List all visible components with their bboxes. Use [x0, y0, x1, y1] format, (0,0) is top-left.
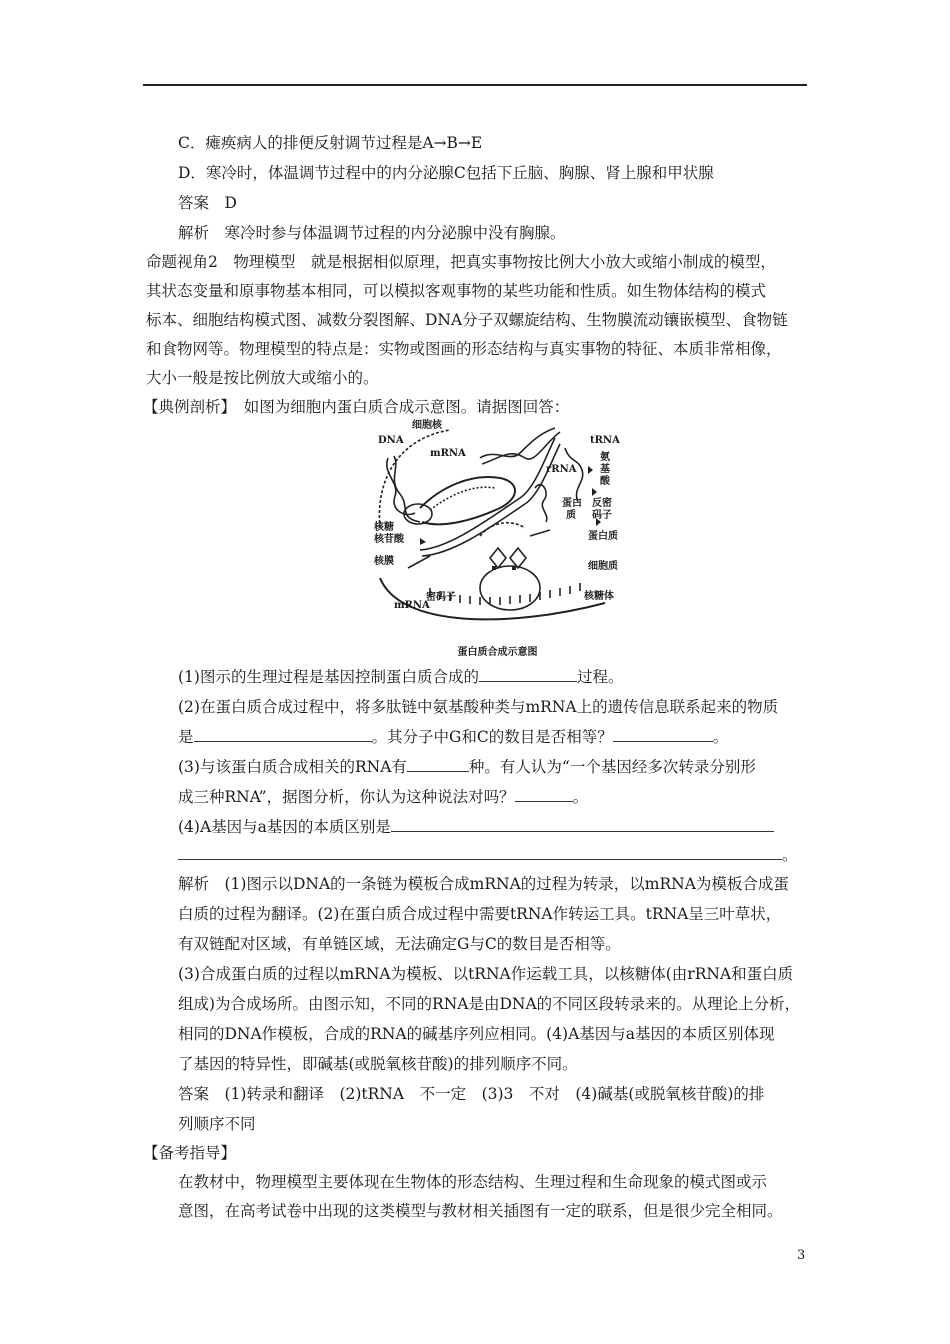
analysis-line: 解析 (1)图示以DNA的一条链为模板合成mRNA的过程为转录，以mRNA为模板合成蛋 [178, 875, 789, 893]
answer-1: 答案 D [178, 194, 237, 212]
analysis-line: 相同的DNA作模板，合成的RNA的碱基序列应相同。(4)A基因与a基因的本质区别体现 [178, 1025, 775, 1043]
figure-caption: 蛋白质合成示意图 [457, 647, 538, 658]
header-rule [143, 84, 807, 86]
label-amino-1: 氨 [600, 452, 610, 463]
analysis-line: 有双链配对区域，有单链区域，无法确定G与C的数目是否相等。 [178, 935, 621, 953]
label-nucleus: 细胞核 [412, 420, 442, 431]
label-protein-2: 质 [566, 510, 576, 521]
blank-2a [194, 727, 372, 742]
label-anticodon-1: 反密 [592, 498, 612, 509]
label-nucleotide: 核苷酸 [374, 534, 404, 545]
analysis-line: 白质的过程为翻译。(2)在蛋白质合成过程中需要tRNA作转运工具。tRNA呈三叶草状， [178, 905, 782, 923]
label-protein-1: 蛋白 [562, 498, 582, 509]
blank-2b [613, 727, 713, 742]
analysis-line: (3)合成蛋白质的过程以mRNA为模板、以tRNA作运载工具，以核糖体(由rRNA和蛋白质 [178, 965, 794, 983]
blank-4a [391, 817, 774, 832]
question-4: (4)A基因与a基因的本质区别是 [178, 817, 774, 837]
label-dna: DNA [378, 435, 404, 446]
blank-1 [479, 667, 577, 682]
question-4-cont: 。 [178, 845, 798, 865]
label-ribose: 核糖 [374, 522, 394, 533]
analysis-line: 组成)为合成场所。由图示知，不同的RNA是由DNA的不同区段转录来的。从理论上分析， [178, 995, 801, 1013]
label-amino-2: 基 [600, 464, 610, 475]
label-cytoplasm: 细胞质 [588, 561, 618, 572]
answer-2-cont: 列顺序不同 [178, 1115, 256, 1133]
label-nuclear-membrane: 核膜 [374, 556, 394, 567]
example-heading: 【典例剖析】 如图为细胞内蛋白质合成示意图。请据图回答： [143, 398, 570, 416]
label-protein: 蛋白质 [588, 531, 618, 542]
label-amino-3: 酸 [600, 476, 610, 487]
question-2: (2)在蛋白质合成过程中，将多肽链中氨基酸种类与mRNA上的遗传信息联系起来的物质 [178, 698, 779, 716]
blank-4b [178, 845, 782, 860]
label-anticodon-2: 码子 [592, 510, 612, 521]
label-mrna-nucleus: mRNA [430, 448, 466, 459]
label-rrna: rRNA [546, 464, 577, 475]
question-2-cont: 是 。其分子中G和C的数目是否相等？ 。 [178, 728, 729, 746]
section-heading-2: 命题视角2 物理模型 就是根据相似原理，把真实事物按比例大小放大或缩小制成的模型， [146, 253, 776, 271]
label-ribosome: 核糖体 [584, 591, 614, 602]
label-codon: 密码子 [426, 592, 456, 603]
guidance-text: 在教材中，物理模型主要体现在生物体的形态结构、生理过程和生命现象的模式图或示 [178, 1173, 768, 1191]
label-mrna-cytoplasm: mRNA [394, 600, 430, 611]
blank-3b [515, 787, 573, 802]
paragraph-line: 和食物网等。物理模型的特点是：实物或图画的形态结构与真实事物的特征、本质非常相像， [146, 340, 782, 358]
answer-2: 答案 (1)转录和翻译 (2)tRNA 不一定 (3)3 不对 (4)碱基(或脱氧核苷酸)的排 [178, 1085, 765, 1103]
paragraph-line: 标本、细胞结构模式图、减数分裂图解、DNA分子双螺旋结构、生物膜流动镶嵌模型、食物链 [146, 311, 788, 329]
paragraph-line: 大小一般是按比例放大或缩小的。 [146, 369, 379, 387]
question-3-cont: 成三种RNA”，据图分析，你认为这种说法对吗？ 。 [178, 788, 589, 806]
question-1: (1)图示的生理过程是基因控制蛋白质合成的 过程。 [178, 668, 624, 686]
page-number: 3 [797, 1248, 806, 1263]
option-d: D．寒冷时，体温调节过程中的内分泌腺C包括下丘脑、胸腺、肾上腺和甲状腺 [178, 164, 714, 182]
analysis-line: 了基因的特异性，即碱基(或脱氧核苷酸)的排列顺序不同。 [178, 1055, 578, 1073]
analysis-1: 解析 寒冷时参与体温调节过程的内分泌腺中没有胸腺。 [178, 224, 566, 242]
guidance-heading: 【备考指导】 [143, 1144, 237, 1162]
blank-3a [407, 757, 469, 772]
option-c: C．瘫痪病人的排便反射调节过程是A→B→E [178, 134, 483, 152]
protein-synthesis-figure [360, 418, 635, 656]
paragraph-line: 其状态变量和原事物基本相同，可以模拟客观事物的某些功能和性质。如生物体结构的模式 [146, 282, 767, 300]
question-3: (3)与该蛋白质合成相关的RNA有 种。有人认为“一个基因经多次转录分别形 [178, 758, 756, 776]
label-trna: tRNA [590, 435, 620, 446]
guidance-text: 意图，在高考试卷中出现的这类模型与教材相关插图有一定的联系，但是很少完全相同。 [178, 1202, 783, 1220]
